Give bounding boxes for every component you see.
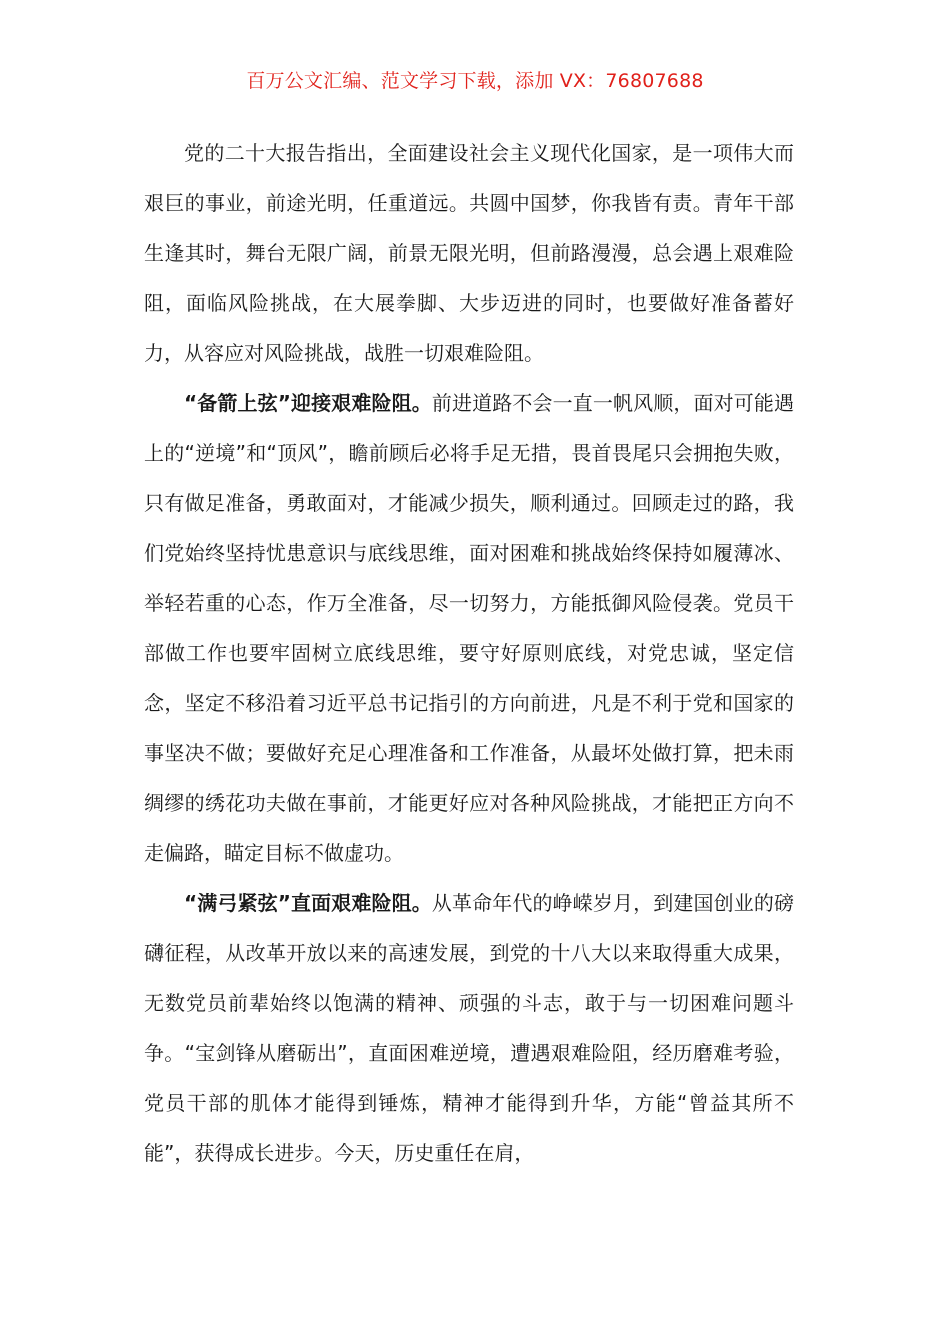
paragraph-lead: “备箭上弦”迎接艰难险阻。 [184, 391, 432, 415]
header-banner: 百万公文汇编、范文学习下载，添加 VX：76807688 [246, 70, 704, 92]
paragraph-text: 从革命年代的峥嵘岁月，到建国创业的磅礴征程，从改革开放以来的高速发展，到党的十八大以来取得重大成果，无数党员前辈始终以饱满的精神、顽强的斗志，敢于与一切困难问题斗争。“宝剑锋从磨砺出”，直面困难逆境，遭遇艰难险阻，经历磨难考验，党员干部的肌体才能得到锤炼，精神才能得到升华，方能“曾益其所不能”，获得成长进步。今天，历史重任在肩， [144, 891, 795, 1165]
paragraph-text: 党的二十大报告指出，全面建设社会主义现代化国家，是一项伟大而艰巨的事业，前途光明，任重道远。共圆中国梦，你我皆有责。青年干部生逢其时，舞台无限广阔，前景无限光明，但前路漫漫，总会遇上艰难险阻，面临风险挑战，在大展拳脚、大步迈进的同时，也要做好准备蓄好力，从容应对风险挑战，战胜一切艰难险阻。 [144, 141, 794, 365]
paragraph-lead: “满弓紧弦”直面艰难险阻。 [184, 891, 432, 915]
document-body [144, 128, 794, 1178]
paragraph-intro [144, 128, 794, 378]
paragraph-section-2 [144, 878, 794, 1178]
paragraph-text: 前进道路不会一直一帆风顺，面对可能遇上的“逆境”和“顶风”，瞻前顾后必将手足无措，畏首畏尾只会拥抱失败，只有做足准备，勇敢面对，才能减少损失，顺利通过。回顾走过的路，我们党始终坚持忧患意识与底线思维，面对困难和挑战始终保持如履薄冰、举轻若重的心态，作万全准备，尽一切努力，方能抵御风险侵袭。党员干部做工作也要牢固树立底线思维，要守好原则底线，对党忠诚，坚定信念，坚定不移沿着习近平总书记指引的方向前进，凡是不利于党和国家的事坚决不做；要做好充足心理准备和工作准备，从最坏处做打算，把未雨绸缪的绣花功夫做在事前，才能更好应对各种风险挑战，才能把正方向不走偏路，瞄定目标不做虚功。 [144, 391, 795, 865]
paragraph-section-1 [144, 378, 794, 878]
